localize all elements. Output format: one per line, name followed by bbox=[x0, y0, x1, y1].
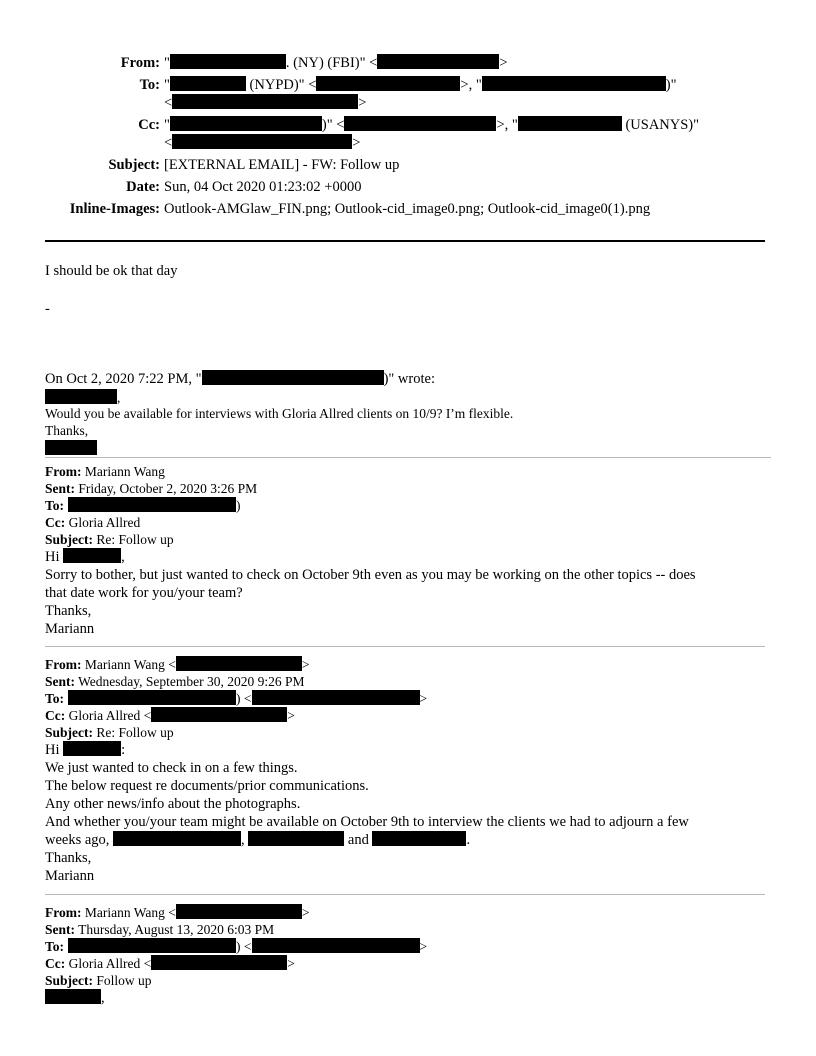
inline-images-value: Outlook-AMGlaw_FIN.png; Outlook-cid_image0.png; Outlook-cid_image0(1).png bbox=[164, 201, 651, 217]
quoted-greeting bbox=[45, 389, 120, 406]
quoted-thanks: Thanks, bbox=[45, 423, 89, 438]
msg2-cc bbox=[45, 707, 775, 724]
label: Subject: bbox=[45, 973, 93, 988]
message-3 bbox=[45, 904, 775, 1007]
text: Friday, October 2, 2020 3:26 PM bbox=[75, 481, 258, 496]
from-value bbox=[164, 52, 508, 74]
text: Re: Follow up bbox=[93, 725, 174, 740]
date-label: Date: bbox=[126, 179, 160, 195]
msg1-from bbox=[45, 463, 775, 480]
quoted-question: Would you be available for interviews with Gloria Allred clients on 10/9? I’m flexible. bbox=[45, 406, 514, 421]
label: Subject: bbox=[45, 532, 93, 547]
from-label: From: bbox=[120, 55, 160, 71]
msg1-body-line1: Sorry to bother, but just wanted to check on October 9th even as you may be working on the other topics -- does bbox=[45, 567, 696, 583]
header-separator bbox=[45, 240, 765, 242]
label: From: bbox=[45, 657, 82, 672]
text: (USANYS)" bbox=[621, 117, 700, 133]
redaction bbox=[68, 690, 236, 705]
label: From: bbox=[45, 464, 82, 479]
text: >, " bbox=[460, 77, 482, 93]
text: , bbox=[121, 549, 125, 565]
cc-value-line2 bbox=[164, 132, 360, 154]
inline-images-label: Inline-Images: bbox=[69, 201, 160, 217]
msg1-subject bbox=[45, 531, 775, 548]
date-value: Sun, 04 Oct 2020 01:23:02 +0000 bbox=[164, 179, 362, 195]
quote-attribution bbox=[45, 370, 435, 388]
label: Cc: bbox=[45, 708, 66, 723]
redaction bbox=[252, 938, 420, 953]
subject-label: Subject: bbox=[108, 157, 160, 173]
text: Mariann Wang < bbox=[81, 657, 176, 672]
to-value-line2 bbox=[164, 92, 366, 114]
text: . (NY) (FBI)" < bbox=[285, 55, 378, 71]
text: , bbox=[101, 990, 105, 1006]
label: Sent: bbox=[45, 674, 75, 689]
header-images-row bbox=[0, 198, 816, 220]
label: Cc: bbox=[45, 956, 66, 971]
label: Sent: bbox=[45, 481, 75, 496]
text: : bbox=[121, 742, 126, 758]
msg1-greeting bbox=[45, 548, 775, 566]
text: < bbox=[164, 135, 173, 151]
msg2-thanks: Thanks, bbox=[45, 850, 92, 866]
redaction bbox=[176, 904, 302, 919]
text: Hi bbox=[45, 742, 64, 758]
text: Gloria Allred < bbox=[65, 708, 152, 723]
msg1-body-line2: that date work for you/your team? bbox=[45, 585, 243, 601]
header-to-row bbox=[0, 74, 816, 114]
msg2-body-line5 bbox=[45, 831, 775, 849]
text: > bbox=[352, 135, 361, 151]
msg2-from bbox=[45, 656, 775, 673]
message-divider bbox=[45, 646, 765, 647]
msg2-subject bbox=[45, 724, 775, 741]
text: ) bbox=[236, 498, 241, 513]
label: To: bbox=[45, 939, 65, 954]
text: Thursday, August 13, 2020 6:03 PM bbox=[75, 922, 275, 937]
quoted-signature bbox=[45, 440, 97, 457]
text: > bbox=[287, 708, 295, 723]
text: Re: Follow up bbox=[93, 532, 174, 547]
msg3-to bbox=[45, 938, 775, 955]
label: From: bbox=[45, 905, 82, 920]
msg3-subject bbox=[45, 972, 775, 989]
msg2-body-line3: Any other news/info about the photographs. bbox=[45, 796, 301, 812]
redaction bbox=[151, 707, 287, 722]
msg1-sent bbox=[45, 480, 775, 497]
to-label: To: bbox=[139, 77, 160, 93]
message-divider bbox=[45, 457, 771, 458]
cc-label: Cc: bbox=[138, 117, 160, 133]
text: )" bbox=[665, 77, 677, 93]
text: >, " bbox=[496, 117, 518, 133]
text: Gloria Allred < bbox=[65, 956, 152, 971]
message-1 bbox=[45, 463, 775, 638]
redaction bbox=[151, 955, 287, 970]
redaction bbox=[170, 54, 286, 69]
redaction bbox=[172, 94, 358, 109]
message-divider bbox=[45, 894, 765, 895]
text: Mariann Wang < bbox=[81, 905, 176, 920]
msg3-from bbox=[45, 904, 775, 921]
label: To: bbox=[45, 498, 65, 513]
redaction bbox=[252, 690, 420, 705]
text: (NYPD)" < bbox=[245, 77, 317, 93]
text: " bbox=[164, 117, 170, 133]
text: " bbox=[164, 55, 170, 71]
label: Cc: bbox=[45, 515, 66, 530]
text: < bbox=[164, 95, 173, 111]
text: , bbox=[117, 390, 121, 405]
redaction bbox=[68, 938, 236, 953]
text: " bbox=[164, 77, 170, 93]
redaction bbox=[482, 76, 666, 91]
text: , bbox=[241, 832, 249, 848]
redaction bbox=[63, 548, 121, 563]
msg1-to bbox=[45, 497, 775, 514]
msg1-signature: Mariann bbox=[45, 621, 95, 637]
msg3-sent bbox=[45, 921, 775, 938]
msg2-greeting bbox=[45, 741, 775, 759]
text: > bbox=[358, 95, 367, 111]
text: and bbox=[344, 832, 373, 848]
text: Hi bbox=[45, 549, 64, 565]
text: Wednesday, September 30, 2020 9:26 PM bbox=[75, 674, 305, 689]
msg2-body-line2: The below request re documents/prior communications. bbox=[45, 778, 369, 794]
redaction bbox=[372, 831, 466, 846]
subject-value: [EXTERNAL EMAIL] - FW: Follow up bbox=[164, 157, 400, 173]
redaction bbox=[170, 76, 246, 91]
dash-line: - bbox=[45, 301, 50, 317]
msg2-sent bbox=[45, 673, 775, 690]
header-date-row bbox=[0, 176, 816, 198]
text: . bbox=[466, 832, 471, 848]
message-2 bbox=[45, 656, 775, 885]
redaction bbox=[172, 134, 352, 149]
redaction bbox=[45, 389, 117, 404]
redaction bbox=[248, 831, 344, 846]
redaction bbox=[63, 741, 121, 756]
msg3-cc bbox=[45, 955, 775, 972]
redaction bbox=[518, 116, 622, 131]
redaction bbox=[45, 440, 97, 455]
redaction bbox=[113, 831, 241, 846]
redaction bbox=[68, 497, 236, 512]
redaction bbox=[202, 370, 384, 385]
label: Sent: bbox=[45, 922, 75, 937]
text: > bbox=[301, 657, 310, 672]
header-cc-row bbox=[0, 114, 816, 154]
text: > bbox=[499, 55, 508, 71]
redaction bbox=[316, 76, 460, 91]
text: )" wrote: bbox=[383, 371, 435, 387]
text: > bbox=[287, 956, 295, 971]
msg2-to bbox=[45, 690, 775, 707]
email-header bbox=[0, 52, 816, 220]
msg3-greeting bbox=[45, 989, 775, 1007]
text: Gloria Allred bbox=[65, 515, 141, 530]
text: > bbox=[419, 691, 428, 706]
reply-line: I should be ok that day bbox=[45, 263, 178, 279]
text: weeks ago, bbox=[45, 832, 114, 848]
msg2-body-line4: And whether you/your team might be available on October 9th to interview the clients we had to adjourn a few bbox=[45, 814, 689, 830]
msg2-body-line1: We just wanted to check in on a few things. bbox=[45, 760, 298, 776]
text: ) < bbox=[236, 691, 252, 706]
redaction bbox=[377, 54, 499, 69]
text: )" < bbox=[321, 117, 345, 133]
redaction bbox=[45, 989, 101, 1004]
label: Subject: bbox=[45, 725, 93, 740]
text: ) < bbox=[236, 939, 252, 954]
text: Mariann Wang bbox=[81, 464, 165, 479]
msg1-thanks: Thanks, bbox=[45, 603, 92, 619]
redaction bbox=[176, 656, 302, 671]
redaction bbox=[344, 116, 496, 131]
header-from-row bbox=[0, 52, 816, 74]
header-subject-row bbox=[0, 154, 816, 176]
text: On Oct 2, 2020 7:22 PM, " bbox=[45, 371, 202, 387]
msg2-signature: Mariann bbox=[45, 868, 95, 884]
msg1-cc bbox=[45, 514, 775, 531]
redaction bbox=[170, 116, 322, 131]
text: > bbox=[301, 905, 310, 920]
label: To: bbox=[45, 691, 65, 706]
text: > bbox=[419, 939, 428, 954]
text: Follow up bbox=[93, 973, 152, 988]
